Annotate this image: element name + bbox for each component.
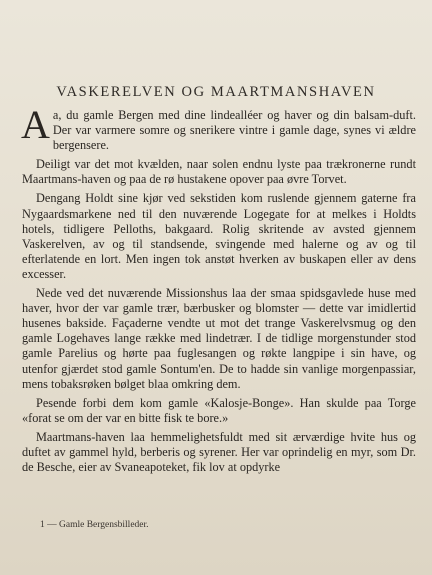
paragraph-5: Pesende forbi dem kom gamle «Kalosje-Bonge». Han skulde paa Torge «forat se om der var en bitte fisk te bore.» — [22, 395, 416, 425]
paragraph-3: Dengang Holdt sine kjør ved sekstiden kom ruslende gjennem gaterne fra Nygaardsmarkene ned til den nuværende Logegate for at melkes i Holdts hotels, tidligere Pelloths, bakgaard. Rolig skritende av avsted gjennem Vaskerelven, av og til standsende, svingende med halerne og av og til efterlatende en lort. Men ingen tok anstøt hverken av buskapen eller av dens excesser. — [22, 191, 416, 281]
paragraph-1 — [21, 102, 416, 153]
paragraph-text: a, du gamle Bergen med dine lindealléer og haver og din balsam-duft. Der var varmere somre og snerikere vintre i gamle dage, synes vi ældre bergensere. — [52, 108, 416, 153]
chapter-heading: VASKERELVEN OG MAARTMANSHAVEN — [56, 84, 376, 100]
paragraph-2: Deiligt var det mot kvælden, naar solen endnu lyste paa trækronerne rundt Maartmans-haven og paa de rø hustakene opover paa øvre Torvet. — [22, 157, 416, 187]
paragraph-6: Maartmans-haven laa hemmelighetsfuldt med sit ærværdige hvite hus og duftet av gammel hyld, berberis og syrener. Her var oprindelig en myr, som Dr. de Besche, eier av Svaneapoteket, fik lov at opdyrke — [22, 429, 416, 475]
drop-cap: A — [21, 102, 50, 147]
body-text — [21, 102, 416, 475]
footnote: 1 — Gamle Bergensbilleder. — [40, 520, 149, 530]
paragraph-4: Nede ved det nuværende Missionshus laa der smaa spidsgavlede huse med haver, hvor der var gamle trær, bærbusker og blomster — dette var imidlertid husenes bakside. Façaderne vendte ut mot det trange Vaskerelvsmug og den gamle Logehaves lange række med lindetrær. I de tidlige morgenstunder stod gamle Parelius og hørte paa fuglesangen og røkte langpipe i sin have, og utenfor gjærdet stod gamle Sontum'en. De to hadde sin vanlige morgenpassiar, mens tobaksrøken bølget blaa omkring dem. — [22, 286, 416, 391]
